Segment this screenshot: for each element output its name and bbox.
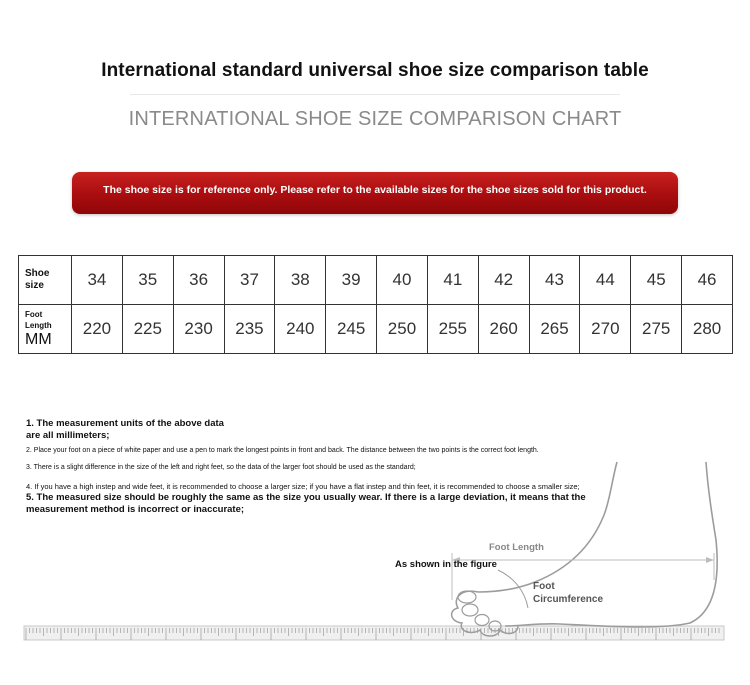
foot-length-cell: 225 (122, 305, 173, 354)
title-divider (130, 94, 620, 95)
note-1: 1. The measurement units of the above data are all millimeters; (26, 418, 224, 441)
shoe-size-cell: 41 (427, 256, 478, 305)
foot-length-cell: 265 (529, 305, 580, 354)
figure-caption: As shown in the figure (395, 559, 497, 570)
page-title: International standard universal shoe size comparison table (101, 60, 649, 81)
shoe-size-cell: 44 (580, 256, 631, 305)
note-3: 3. There is a slight difference in the size of the left and right feet, so the data of the larger foot should be used as the standard; (26, 464, 416, 471)
foot-length-cell: 240 (275, 305, 326, 354)
ruler (24, 626, 724, 640)
arrow-right-icon (706, 557, 714, 563)
foot-length-caption: Foot Length (489, 542, 544, 553)
row-header-shoe-size: Shoe size (19, 256, 72, 305)
shoe-size-cell: 38 (275, 256, 326, 305)
foot-length-cell: 250 (377, 305, 428, 354)
note-4: 4. If you have a high instep and wide feet, it is recommended to choose a larger size; if you have a flat instep and thin feet, it is recommended to choose a smaller size; (26, 482, 580, 491)
foot-length-cell: 245 (326, 305, 377, 354)
shoe-size-cell: 45 (631, 256, 682, 305)
shoe-size-cell: 37 (224, 256, 275, 305)
foot-length-cell: 275 (631, 305, 682, 354)
shoe-size-cell: 43 (529, 256, 580, 305)
shoe-size-cell: 39 (326, 256, 377, 305)
foot-length-cell: 220 (72, 305, 123, 354)
shoe-size-cell: 46 (682, 256, 733, 305)
unit-label: MM (25, 331, 52, 348)
row-header-foot-length (19, 305, 72, 354)
shoe-size-cell: 42 (478, 256, 529, 305)
foot-length-cell: 260 (478, 305, 529, 354)
note-5: 5. The measured size should be roughly the same as the size you usually wear. If there is a large deviation, it means that the measurement method is incorrect or inaccurate; (26, 492, 586, 515)
shoe-size-cell: 35 (122, 256, 173, 305)
page-subtitle: INTERNATIONAL SHOE SIZE COMPARISON CHART (128, 108, 622, 130)
shoe-size-cell: 40 (377, 256, 428, 305)
foot-length-cell: 270 (580, 305, 631, 354)
toe-2-icon (462, 604, 478, 616)
table-row-foot-length (19, 305, 733, 354)
foot-length-cell: 235 (224, 305, 275, 354)
shoe-size-cell: 34 (72, 256, 123, 305)
size-table (18, 255, 733, 354)
foot-circumference-caption: Foot Circumference (533, 581, 604, 605)
note-2: 2. Place your foot on a piece of white paper and use a pen to mark the longest points in front and back. The distance between the two points is the correct foot length. (26, 447, 539, 454)
table-row-shoe-size (19, 256, 733, 305)
foot-length-cell: 255 (427, 305, 478, 354)
foot-length-cell: 280 (682, 305, 733, 354)
toe-1-icon (458, 591, 476, 603)
foot-length-cell: 230 (173, 305, 224, 354)
foot-measurement-illustration (0, 440, 750, 685)
notice-banner: The shoe size is for reference only. Please refer to the available sizes for the shoe sizes sold for this product. (72, 172, 678, 214)
foot-length-label: Foot Length (25, 310, 52, 330)
shoe-size-cell: 36 (173, 256, 224, 305)
toe-3-icon (475, 615, 489, 626)
